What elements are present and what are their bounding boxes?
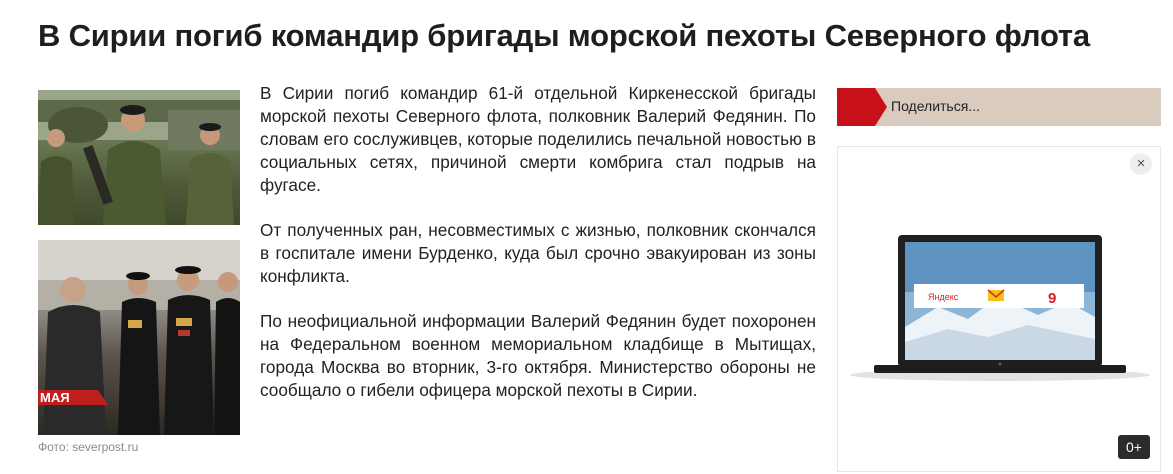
- article-paragraph-1: В Сирии погиб командир 61-й отдельной Киркенесской бригады морской пехоты Северного флота, полковник Валерий Федянин. По словам его сослуживцев, которые поделились печальной новостью в социальных сетях, причиной смерти комбрига стал подрыв на фугасе.: [260, 83, 816, 195]
- article-photo-parade: [38, 240, 240, 435]
- laptop-ad-illustration: [838, 147, 1162, 473]
- photo-caption: Фото: severpost.ru: [38, 440, 139, 454]
- article-paragraph-3: По неофициальной информации Валерий Федянин будет похоронен на Федеральном военном мемориальном кладбище в Мытищах, города Москва во вторник, 3-го октября. Министерство обороны не сообщало о гибели офицера морской пехоты в Сирии.: [260, 311, 816, 400]
- mail-envelope-icon: [988, 290, 1004, 301]
- parade-photo-illustration: [38, 240, 240, 435]
- article-photo-soldiers: [38, 90, 240, 225]
- share-button[interactable]: [837, 88, 1161, 126]
- article-body: [260, 82, 816, 424]
- share-arrow-icon: [875, 88, 887, 126]
- soldiers-photo-illustration: [38, 90, 240, 225]
- age-rating-badge: 0+: [1118, 435, 1150, 459]
- close-icon[interactable]: ×: [1130, 153, 1152, 175]
- share-accent: [837, 88, 875, 126]
- ad-banner[interactable]: [837, 146, 1161, 472]
- share-label: Поделиться...: [891, 98, 980, 114]
- weather-value: 9: [1048, 290, 1057, 307]
- article-paragraph-2: От полученных ран, несовместимых с жизнью, полковник скончался в госпитале имени Бурденко, куда был срочно эвакуирован из зоны конфликта.: [260, 220, 816, 286]
- brand-label: Яндекс: [928, 292, 959, 302]
- photo-overlay-text: МАЯ: [40, 390, 70, 405]
- article-title: В Сирии погиб командир бригады морской пехоты Северного флота: [38, 18, 1090, 53]
